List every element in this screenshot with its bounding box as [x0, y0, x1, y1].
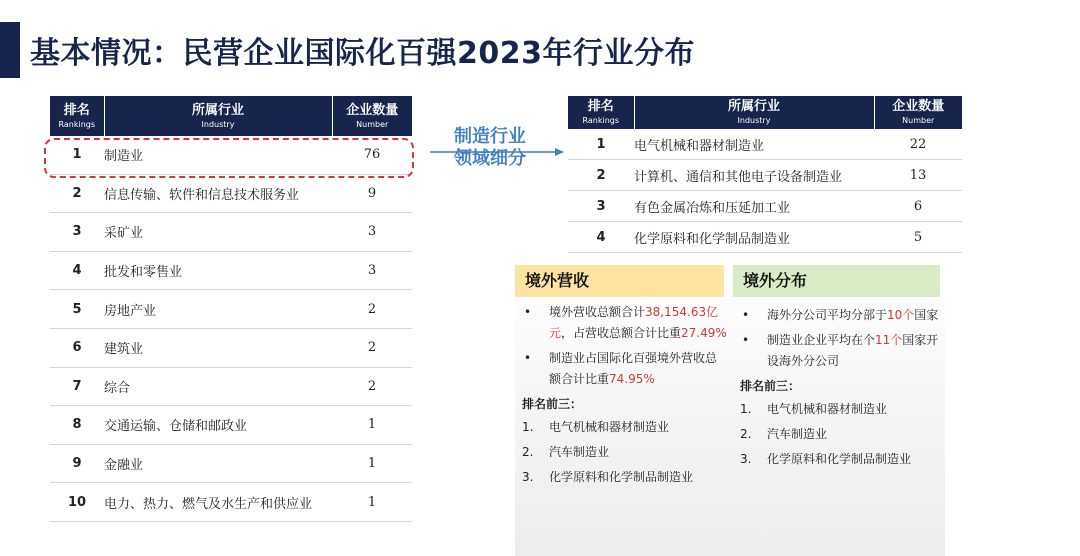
manufacturing-highlight-box: [44, 138, 414, 178]
header-count: 企业数量 Number: [874, 96, 962, 129]
count-cell: 1: [332, 406, 412, 445]
table-row: [50, 483, 412, 522]
overseas-revenue-header: 境外营收: [515, 265, 724, 297]
title-accent-bar: [0, 22, 20, 78]
count-cell: 22: [874, 129, 962, 160]
count-cell: 76: [332, 136, 412, 174]
count-cell: 9: [332, 174, 412, 213]
list-item: 2. 汽车制造业: [740, 427, 828, 441]
header-count: 企业数量 Number: [332, 96, 412, 136]
distribution-bullet-1: • 海外分公司平均分部于10个国家: [740, 305, 940, 326]
rank-cell: 2: [50, 174, 104, 213]
arrow-label-line2: 领域细分: [454, 148, 526, 169]
industry-cell: 交通运输、仓储和邮政业: [104, 406, 332, 445]
rank-cell: 1: [50, 136, 104, 174]
industry-cell: 金融业: [104, 444, 332, 483]
table-row: [50, 444, 412, 483]
industry-cell: 化学原料和化学制品制造业: [634, 222, 874, 253]
count-cell: 3: [332, 251, 412, 290]
header-industry: 所属行业 Industry: [634, 96, 874, 129]
rank-cell: 9: [50, 444, 104, 483]
table-row: [568, 191, 962, 222]
rank-cell: 2: [568, 160, 634, 191]
table-row: [50, 290, 412, 329]
rank-cell: 4: [50, 251, 104, 290]
manufacturing-breakdown-label: [454, 126, 554, 170]
industry-cell: 电气机械和器材制造业: [634, 129, 874, 160]
overseas-distribution-body: [740, 305, 940, 474]
arrow-label-line1: 制造行业: [454, 126, 526, 147]
rank-cell: 10: [50, 483, 104, 522]
list-item: 1. 电气机械和器材制造业: [522, 420, 670, 434]
manufacturing-subsector-table: [568, 96, 962, 253]
header-rank: 排名 Rankings: [50, 96, 104, 136]
rank-cell: 5: [50, 290, 104, 329]
table-row: [568, 160, 962, 191]
table-row: [50, 251, 412, 290]
table-row: [50, 213, 412, 252]
header-rank: 排名 Rankings: [568, 96, 634, 129]
count-cell: 6: [874, 191, 962, 222]
distribution-top3-label: 排名前三：: [740, 379, 801, 393]
count-cell: 2: [332, 367, 412, 406]
industry-cell: 采矿业: [104, 213, 332, 252]
rank-cell: 4: [568, 222, 634, 253]
revenue-top3-label: 排名前三：: [522, 397, 583, 411]
table-row: [50, 406, 412, 445]
count-cell: 2: [332, 290, 412, 329]
revenue-bullet-1: • 境外营收总额合计38,154.63亿元，占营收总额合计比重27.49%: [522, 302, 727, 344]
table-row: [50, 174, 412, 213]
industry-cell: 有色金属冶炼和压延加工业: [634, 191, 874, 222]
count-cell: 13: [874, 160, 962, 191]
list-item: 3. 化学原料和化学制品制造业: [740, 452, 912, 466]
industry-cell: 计算机、通信和其他电子设备制造业: [634, 160, 874, 191]
count-cell: 2: [332, 328, 412, 367]
rank-cell: 6: [50, 328, 104, 367]
revenue-bullet-2: • 制造业占国际化百强境外营收总额合计比重74.95%: [522, 348, 727, 390]
rank-cell: 7: [50, 367, 104, 406]
table-row: [568, 222, 962, 253]
table-header-row: [568, 96, 962, 129]
list-item: 1. 电气机械和器材制造业: [740, 402, 888, 416]
header-industry: 所属行业 Industry: [104, 96, 332, 136]
list-item: 2. 汽车制造业: [522, 445, 610, 459]
rank-cell: 1: [568, 129, 634, 160]
table-row: [50, 367, 412, 406]
count-cell: 1: [332, 444, 412, 483]
overseas-distribution-header: 境外分布: [733, 265, 940, 297]
page-title: 基本情况：民营企业国际化百强2023年行业分布: [30, 36, 695, 71]
industry-cell: 房地产业: [104, 290, 332, 329]
industry-cell: 制造业: [104, 136, 332, 174]
table-header-row: [50, 96, 412, 136]
rank-cell: 3: [50, 213, 104, 252]
industry-cell: 建筑业: [104, 328, 332, 367]
industry-cell: 批发和零售业: [104, 251, 332, 290]
rank-cell: 3: [568, 191, 634, 222]
count-cell: 1: [332, 483, 412, 522]
industry-cell: 综合: [104, 367, 332, 406]
rank-cell: 8: [50, 406, 104, 445]
count-cell: 5: [874, 222, 962, 253]
table-row: [50, 328, 412, 367]
industry-cell: 电力、热力、燃气及水生产和供应业: [104, 483, 332, 522]
list-item: 3. 化学原料和化学制品制造业: [522, 470, 694, 484]
industry-cell: 信息传输、软件和信息技术服务业: [104, 174, 332, 213]
count-cell: 3: [332, 213, 412, 252]
distribution-bullet-2: • 制造业企业平均在个11个国家开设海外分公司: [740, 330, 940, 372]
table-row: [568, 129, 962, 160]
overseas-revenue-body: [522, 302, 727, 492]
